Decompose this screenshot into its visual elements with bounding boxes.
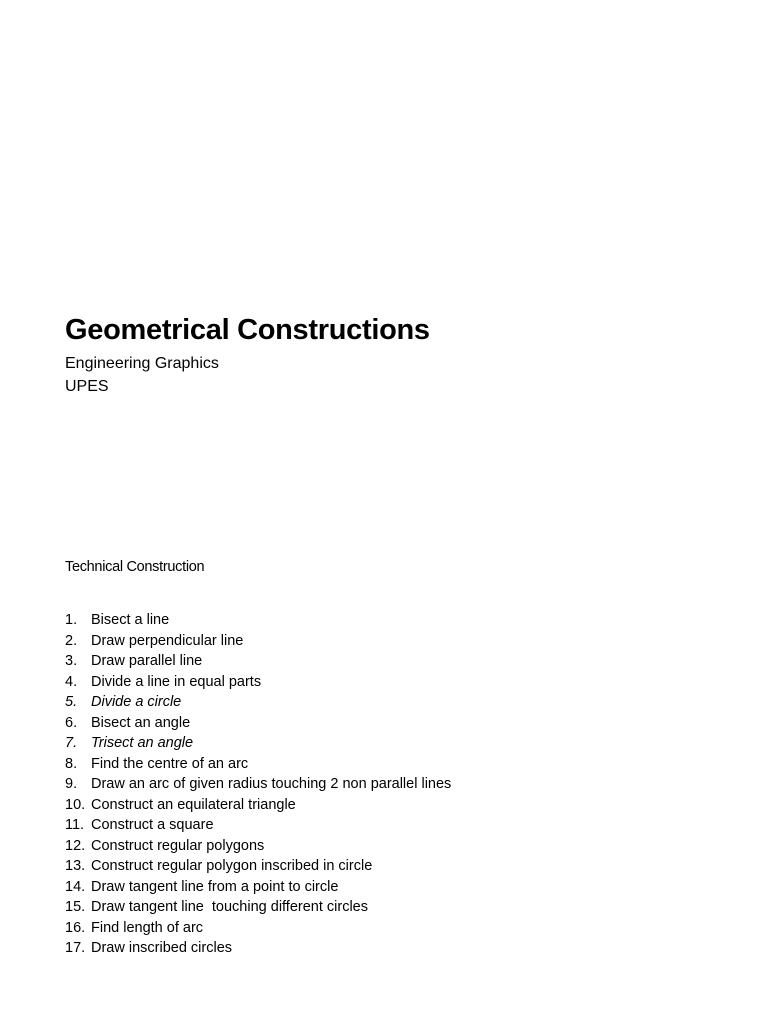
list-item-text: Trisect an angle <box>91 735 194 751</box>
list-item-number: 12. <box>65 837 86 854</box>
list-item <box>65 836 451 857</box>
list-item-text: Bisect a line <box>91 612 170 628</box>
list-item-text: Divide a circle <box>91 694 182 710</box>
list-item <box>65 651 451 672</box>
list-item <box>65 877 451 898</box>
list-item-number: 3. <box>65 653 78 669</box>
section-heading: Technical Construction <box>65 559 205 575</box>
list-item-text: Construct an equilateral triangle <box>91 796 296 813</box>
list-item-number: 13. <box>65 858 86 874</box>
list-item-number: 10. <box>65 796 86 813</box>
list-item-text: Construct regular polygon inscribed in circle <box>91 858 373 874</box>
list-item <box>65 795 451 816</box>
list-item-number: 4. <box>65 673 78 690</box>
list-item-text: Construct a square <box>91 817 214 833</box>
list-item-text: Find length of arc <box>91 919 204 936</box>
list-item-text: Draw tangent line from a point to circle <box>91 878 339 895</box>
list-item-text: Draw inscribed circles <box>91 940 233 956</box>
list-item-number: 17. <box>65 940 86 956</box>
construction-list <box>65 610 451 959</box>
list-item-text: Divide a line in equal parts <box>91 673 262 690</box>
course-name: Engineering Graphics <box>65 355 219 372</box>
list-item <box>65 938 451 959</box>
list-item-text: Construct regular polygons <box>91 837 265 854</box>
list-item <box>65 713 451 734</box>
list-item-text: Draw tangent line touching different circles <box>91 899 368 915</box>
list-item-number: 15. <box>65 899 86 915</box>
list-item-number: 7. <box>65 735 78 751</box>
institution-name: UPES <box>65 378 109 395</box>
list-item <box>65 631 451 652</box>
list-item-number: 9. <box>65 776 78 792</box>
list-item <box>65 610 451 631</box>
list-item-number: 6. <box>65 714 78 731</box>
list-item <box>65 856 451 877</box>
list-item <box>65 918 451 939</box>
list-item <box>65 897 451 918</box>
list-item <box>65 692 451 713</box>
list-item-number: 2. <box>65 632 78 649</box>
list-item-number: 8. <box>65 755 78 772</box>
list-item-number: 1. <box>65 612 78 628</box>
page-title: Geometrical Constructions <box>65 314 430 346</box>
list-item-text: Bisect an angle <box>91 714 191 731</box>
list-item-number: 11. <box>65 817 85 833</box>
list-item-text: Find the centre of an arc <box>91 755 249 772</box>
list-item-text: Draw parallel line <box>91 653 203 669</box>
list-item-number: 16. <box>65 919 86 936</box>
list-item-number: 5. <box>65 694 78 710</box>
list-item-text: Draw an arc of given radius touching 2 non parallel lines <box>91 776 452 792</box>
list-item <box>65 774 451 795</box>
list-item <box>65 672 451 693</box>
list-item <box>65 733 451 754</box>
list-item-number: 14. <box>65 878 86 895</box>
list-item <box>65 815 451 836</box>
list-item-text: Draw perpendicular line <box>91 632 244 649</box>
list-item <box>65 754 451 775</box>
